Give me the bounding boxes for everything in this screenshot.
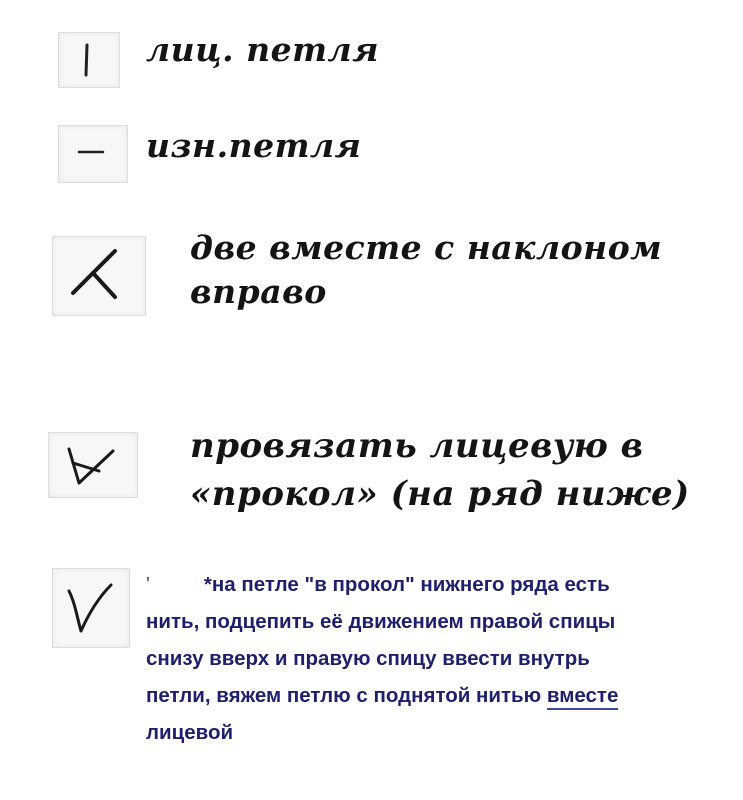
note-line-5: лицевой	[146, 721, 234, 744]
knit-below-label-line-2: «прокол» (на ряд ниже)	[190, 474, 690, 514]
right-slant-decrease-icon	[53, 237, 145, 315]
knit-stitch-symbol	[58, 32, 120, 88]
v-stitch-icon	[53, 569, 129, 647]
k2tog-right-symbol	[52, 236, 146, 316]
knit-below-label-line-1: провязать лицевую в	[190, 426, 644, 466]
horizontal-dash-icon	[59, 126, 127, 182]
note-line-2: нить, подцепить её движением правой спицы	[146, 610, 616, 633]
k2tog-right-label-line-2: вправо	[190, 272, 327, 311]
knit-below-symbol	[48, 432, 138, 498]
purl-stitch-label: изн.петля	[146, 126, 362, 165]
note-line-3: снизу вверх и правую спицу ввести внутрь	[146, 647, 590, 670]
k2tog-right-label	[190, 226, 662, 314]
underlined-word: вместе	[547, 684, 618, 710]
knit-stitch-label: лиц. петля	[146, 30, 379, 69]
v-stitch-symbol	[52, 568, 130, 648]
knit-below-icon	[49, 433, 137, 497]
k2tog-right-label-line-1: две вместе с наклоном	[190, 228, 663, 267]
vertical-stroke-icon	[59, 33, 119, 87]
purl-stitch-symbol	[58, 125, 128, 183]
note-line-1: ' *на петле "в прокол" нижнего ряда есть	[146, 573, 610, 596]
knit-below-label	[190, 422, 690, 518]
note-line-4: петли, вяжем петлю с поднятой нитью вместе	[146, 677, 736, 714]
v-stitch-note	[146, 566, 736, 751]
note-mark: '	[146, 573, 150, 596]
